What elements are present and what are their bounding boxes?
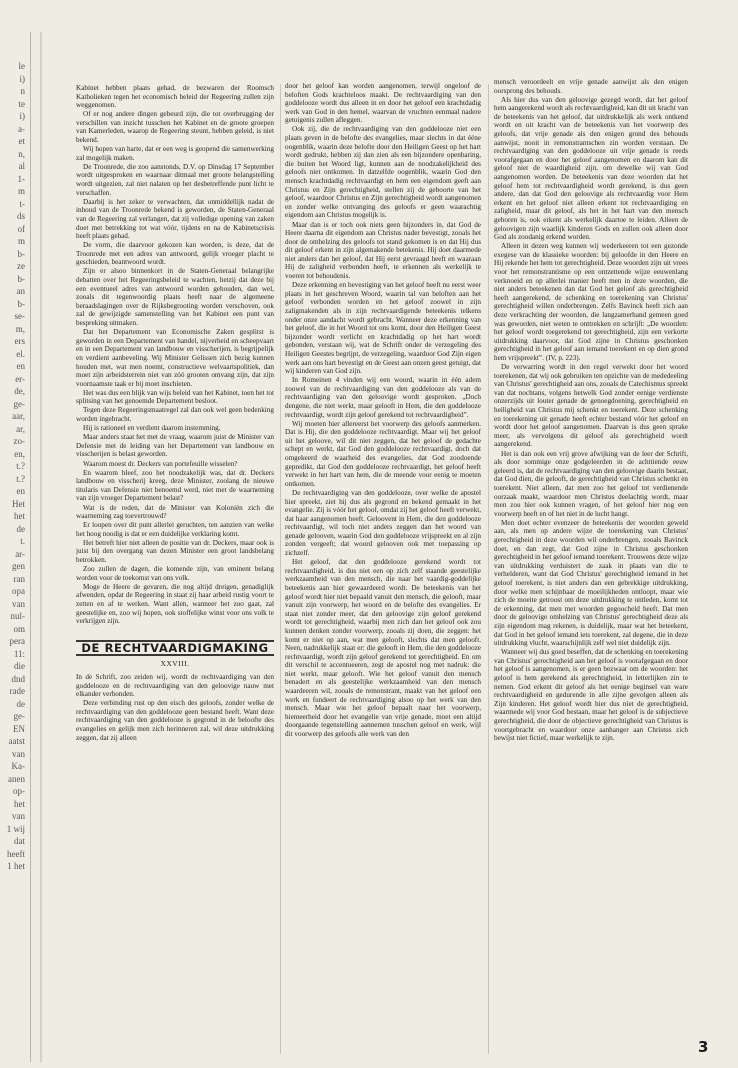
paragraph: Maar dan is er toch ook niets geen bijzonders in, dat God de Heere daarna dit eigendom aan Christus nader bevestigt, zooals het door de omhelzing des geloofs tot stand gekomen is en dat Hij dus dit geloof erkent in zijn algemakende betekenis. Hij doet daarmede niet anders dan het geloof, dat Hij eerst gevraagd heeft en waaraan Hij de zaligheid verbonden heeft, te erkennen als werkelijk te voeren tot behoudenis.	[285, 220, 481, 281]
paragraph: De Troonrede, die zoo aanstonds, D.V. op Dinsdag 17 September wordt uitgesproken en waarnaar ditmaal met groote belangstelling wordt uitgezien, zal niet nalaten op het desbetreffende punt licht te verschaffen.	[76, 162, 274, 197]
edge-text-fragment: ar-	[15, 548, 25, 559]
paragraph: Er loopen over dit punt allerlei geruchten, ten aanzien van welke het hoog noodig is dat er een duidelijke verklaring komt.	[76, 521, 274, 538]
paragraph: Het is dan ook een vrij grove afwijking van de leer der Schrift, als door sommige onze godgeleerden in de achttiende eeuw geleerd is, dat de rechtvaardiging van den geloovige daarin bestaat, dat God dien, die gelooft, de gerechtigheid van Christus schenkt en toerekent. Niet alleen, dat men zoo het geloof tot verdienende oorzaak maakt, waardoor men Christus deelachtig wordt, maar men zou hier ook kunnen vragen, of het geloof hier nog een voorwerp heeft en of het niet in de lucht hangt.	[494, 449, 688, 518]
edge-text-fragment: al	[18, 161, 25, 171]
paragraph: Alleen in dezen weg kunnen wij wederkeeren tot een gezonde exegese van de klassieke woorden: bij geloofde in den Heere en Hij rekende het hem tot gerechtigheid. Deze woorden zijn uit vrees voor het remonstrantisme op een ontzettende wijze eeuwenlang verknoeid en op allerlei manier heeft men in deze woorden, die niet anders beteekenen dan dat God het geloof als gerechtigheid heeft aangerekend, de schenking en toerekening van Christus' gerechtigheid willen onderbrengen. Zelfs Bavinck heeft zich aan deze verkrachting der woorden, die langzamerhand gemeen goed was geworden, niet weten te onttrekken en schrijft: „De woorden: het geloof wordt toegerekend tot gerechtigheid, zijn een verkorte uitdrukking daarvoor, dat God zijne in Christus geschonken gerechtigheid in het geloof aan iemand toerekent en op dien grond hem vrijspreekt”. (IV, p. 223).	[494, 242, 688, 362]
paragraph: En waarom bleef, zoo het noodzakelijk was, dat dr. Deckers landbouw en visscherij kreeg, deze Minister, zoolang de nieuwe titularis van Defensie niet benoemd werd, niet met de waarneming van zijn vroeger Departement belast?	[76, 468, 274, 503]
edge-text-fragment: 1 het	[7, 861, 25, 871]
page-gutter-shadow	[40, 32, 42, 1062]
edge-text-fragment: aar,	[12, 411, 25, 421]
paragraph: De vorm, die daarvoor gekozen kan worden, is deze, dat de Troonrede met een adres van antwoord, gelijk vroeger placht te geschieden, beantwoord wordt.	[76, 241, 274, 267]
paragraph: Hij is rationeel en verdient daarom instemming.	[83, 424, 221, 433]
article-heading: DE RECHTVAARDIGMAKING	[76, 640, 274, 657]
edge-text-fragment: b-	[17, 273, 25, 284]
paragraph: Wij moeten hier allereerst het voorwerp des geloofs aanmerken. Dat is Hij, die den goddelooze rechtvaardigt. Maar wij het geloof uit het geloove, wil dit niet zeggen, dat het geloof de gedachte schept en werkt, dat God den goddelooze rechtvaardigt, doch dat omgekeerd de waarheid des evangelies, dat God zoodoende gepredikt, dat God den goddelooze rechtvaardigt, het geloof heeft verwekt in het hart van hem, die de meende voor eenig te moeten ontkomen.	[285, 419, 481, 488]
column-1-paragraphs	[76, 84, 274, 626]
column-2	[285, 82, 481, 1054]
paragraph: Men doet echter evenzeer de beteekenis der woorden geweld aan, als men op andere wijze de toerekening van Christus' gerechtigheid in deze woorden wil onderbrengen, zooals Bavinck doet, en dan zegt, dat God zijne in Christus geschonken gerechtigheid in het geloof iemand toerekent. Trouwens deze wijze van uitdrukking verduistert de zaak in plaats van die te verhelderen, want dat God Christus' gerechtigheid iemand in het geloof toerekent, is niet anders dan een gebrekkige uitdrukking, door welke men schijnbaar de moeilijkheden ontloopt, maar wie zich de moeite getroost om deze uitdrukking te ontleden, komt tot de erkenning, dat men met woorden gegoocheld heeft. Dat men door de geloovige omhelzing van Christus' gerechtigheid deze als zijn eigendom mag rekenen, is duidelijk, maar wat het beteekent, dat God in het geloof iemand iets toerekent, zal degene, die in deze uitdrukking vlucht, waarschijnlijk zelf wel niet duidelijk zijn.	[494, 518, 688, 648]
edge-text-fragment: m	[17, 236, 25, 246]
paragraph: door het geloof kan worden aangenomen, terwijl ongeloof de beloften Gods krachteloos maakt. De rechtvaardiging van den goddelooze wordt dus alleen in en door het geloof een krachtdadig werk van God in den hemel, waarvan de vruchten eenmaal nadere getuigenis zullen afleggen.	[285, 82, 481, 125]
paragraph: Het geloof, dat den goddelooze gerekend wordt tot rechtvaardigheid, is dus niet een op zich zelf staande geestelijke werkzaamheid van den mensch, die naar het vaardig-goddelijke beteekenis aan hier gewaardeerd wordt. De beteekenis van het geloof wordt hier niet bepaald vanuit den mensch, die gelooft, maar vanuit zijn voorwerp, het woord en de belofte des evangelies. Er staat niet zonder meer, dat den geloovige zijn geloof gerekend wordt tot gerechtigheid, waarbij men zich dan het geloof ook zou kunnen denken zonder voorwerp, zooals zij doen, die zeggen: het komt er niet op aan, wat men gelooft, slechts dat men gelooft. Neen, nadrukkelijk staat er: die gelooft in Hem, die den goddelooze rechtvaardigt, wordt zijn geloof gerekend tot gerechtigheid. En om dit verschil te accentueeren, zegt de apostel nog met nadruk: die niet werkt, maar gelooft. Wie het geloof vanuit den mensch benadert en als geestelijke werkzaamheid van den mensch waardeeren wil, zooals de remonstrant, maakt van het geloof een werk en fundeert de rechtvaardiging alsoo op het werk van den mensch. Maar wie het geloof bepaalt naar het voorwerp, hiemeerheid door het evangelie van vrije genade, moet een altijd doorgaande tegenstelling aannemen tusschen geloof en werk, wijl dit voorwerp des geloofs alle werk van den	[285, 558, 481, 739]
edge-text-fragment: die	[14, 661, 25, 671]
edge-text-fragment: op-	[13, 786, 25, 796]
paragraph: Of er nog andere dingen gebeurd zijn, die tot overbrugging der verschillen van inzicht tusschen het Kabinet en de groote groepen van Kamerleden, waarop de Regeering steunt, hebben geleid, is niet bekend.	[76, 110, 274, 145]
edge-text-fragment: 1 wij	[6, 823, 25, 834]
edge-text-fragment: se-	[14, 311, 25, 321]
paragraph: Waarom moest dr. Deckers van portefeuille wisselen?	[83, 459, 238, 468]
paragraph: Dat het Departement van Economische Zaken gesplitst is geworden in een Departement van handel, nijverheid en scheepvaart en in een Departement van landbouw en visscherijen, is begrijpelijk en verdient aanbeveling. Wij Minister Gelissen zich bezig kunnen houden met, wat men noemt, constructieve welvaartspolitiek, dan moet zijn arbeidsterrein niet van zóó grooten omvang zijn, dat zijn voornaamste taak er bij moet inschieten.	[76, 328, 274, 388]
edge-text-fragment: n,	[18, 148, 25, 159]
edge-text-fragment: pera	[9, 636, 25, 646]
page-gutter-line	[30, 32, 31, 1062]
edge-text-fragment: ds	[16, 211, 25, 221]
edge-text-fragment: an	[16, 286, 25, 296]
edge-text-fragment: rade	[9, 686, 25, 696]
paragraph: In de Schrift, zoo zeiden wij, wordt de rechtvaardiging van den goddelooze en de rechtvaardiging van den geloovige nauw met elkander verbonden.	[76, 673, 274, 699]
edge-text-fragment: dat	[14, 836, 25, 846]
column-3-paragraphs	[494, 78, 688, 743]
edge-text-fragment: van	[12, 598, 25, 609]
edge-text-fragment: om	[13, 623, 25, 634]
edge-text-fragment: le	[18, 61, 25, 71]
paragraph: In Romeinen 4 vinden wij een woord, waarin in één adem zoowel van de rechtvaardiging van den goddelooze als van de rechtvaardiging van den geloovige wordt gesproken. „Doch dengene, die niet werkt, maar gelooft in Hem, die den goddelooze rechtvaardigt, wordt zijn geloof gerekend tot rechtvaardigheid”.	[285, 376, 481, 419]
edge-text-fragment: de	[16, 523, 25, 534]
paragraph: Tegen deze Regeeringsmaatregel zal dan ook wel geen bedenking worden ingebracht.	[76, 406, 274, 424]
edge-text-fragment: b-	[17, 298, 25, 309]
edge-text-fragment: et	[18, 136, 25, 146]
edge-text-fragment: Ka-	[11, 761, 25, 771]
edge-text-fragment: ers	[14, 336, 25, 346]
paragraph: Wat is de reden, dat de Minister van Koloniën zich die waarneming zag toevertrouwd?	[76, 503, 274, 521]
column-2-paragraphs	[285, 82, 481, 739]
paragraph: Wanneer wij dus goed beseffen, dat de schenking en toerekening van Christus' gerechtigheid aan het geloof is voorafgegaan en door het geloof is aangenomen, is er geen bezwaar om de woorden: het geloof is hem gerekend als gerechtigheid, in letterlijken zin te nemen. God erkent dit geloof als het eenige beginsel van ware rechtvaardigheid en gedurende in alle zijne gevolgen alleen als Zijn kinderen. Het geloof wordt hier dus niet de gerechtigheid, waarmede wij voor God bestaan, maar het geloof is de subjectieve gerechtigheid, die door de objectieve gerechtigheid van Christus is voortgebracht en waardoor onze aanhanger aan Christus zich bewijst niet fictief, maar werkelijk te zijn.	[494, 648, 688, 743]
edge-text-fragment: t-	[19, 198, 25, 209]
edge-text-fragment: anen	[8, 773, 25, 784]
edge-text-fragment: m,	[15, 323, 25, 334]
edge-text-fragment: aatst	[8, 736, 25, 746]
edge-text-fragment: nul-	[10, 611, 25, 621]
edge-text-fragment: ran	[13, 573, 25, 584]
article-heading-block	[76, 640, 274, 669]
page-number: 3	[698, 1038, 709, 1056]
edge-text-fragment: te	[18, 98, 25, 109]
edge-text-fragment: de,	[14, 386, 25, 396]
paragraph: Ook zij, die de rechtvaardiging van den goddelooze niet een plaats geven in de belofte des evangelies, maar slechts in dat ééne oogenblik, waarin deze belofte door den Heiligen Geest op het hart wordt gedrukt, hebben zij dan zien als een bijzondere openbaring, die buiten het Woord ligt, kunnen aan de noodzakelijkheid des geloofs niet ontkomen. In datzelfde oogenblik, waarin God den mensch krachtdadig rechtvaardigt en hem een eigendom geeft aan Christus en Zijn gerechtigheid, stellen zij de geboorte van het geloof, waardoor Christus en Zijn gerechtigheid wordt aangenomen en zonder welke ontvanging des geloofs er geen waarachtig eigendom aan Christus mogelijk is.	[285, 125, 481, 220]
edge-text-fragment: i)	[19, 111, 25, 121]
edge-text-fragment: i)	[19, 73, 25, 84]
paragraph: Moge de Heere de gevaren, die nog altijd dreigen, genadiglijk afwenden, opdat de Regeering in staat zij haar arbeid rustig voort te zetten en af te werken. Want allen, wanneer het zoo gaat, zal geestelijke en, zoo wij hopen, ook stoffelijke winst voor ons volk te verkrijgen zijn.	[76, 582, 274, 626]
edge-text-fragment: 11:	[13, 648, 25, 659]
article-number: XXVIII.	[160, 659, 190, 669]
paragraph: Kabinet hebben plaats gehad, de bezwaren der Roomsch Katholieken tegen het economisch beleid der Regeering zullen zijn weggenomen.	[76, 84, 274, 110]
paragraph: De verwarring wordt in den regel verwekt door het woord toerekenen, dat wij ook gebruiken ten opzichte van de mededeeling van Christus' gerechtigheid aan ons, zooals de Catechismus spreekt van dat nochtans, volgens hetwelk God zonder eenige verdienste onzerzijds uit louter genade de genoegdoening, gerechtigheid en heiligheid van Christus mij schenkt en toerekent. Deze schenking en toerekening uit genade heeft echter bestand vóór het geloof en wordt door het geloof aangenomen. Daarvan is dus geen sprake meer, als vervolgens dit geloof als gerechtigheid wordt aangerekend.	[494, 363, 688, 449]
edge-text-fragment: opa	[12, 586, 25, 596]
paragraph: Het was dus een blijk van wijs beleid van het Kabinet, toen het tot splitsing van het genoemde Departement besloot.	[76, 388, 274, 406]
edge-text-fragment: van	[12, 748, 25, 759]
previous-page-edge-fragments	[0, 60, 28, 1060]
column-1	[76, 84, 274, 1056]
edge-text-fragment: EN	[13, 723, 25, 734]
edge-text-fragment: en	[16, 361, 25, 371]
edge-text-fragment: el.	[16, 348, 25, 359]
edge-text-fragment: heeft	[7, 848, 25, 859]
paragraph: Als hier dus van den geloovige gezegd wordt, dat het geloof hem aangerekend wordt als rechtvaardigheid, kan dit uit kracht van de beteekenis van het geloof, dat uitdrukkelijk als werk ontkend wordt en uit kracht van de beteekenis van het voorwerp des geloofs, dat vrije genade als den enigen grond des behouds aanwijst, nooit in remonstrantschen zin worden verstaan. De rechtvaardiging van den goddelooze uit vrije genade is reeds voorafgegaan en door het geloof aangenomen en daarom kan dit geloof niet de waardigheid zijn, om dewelke wij van God aangenomen worden. De beteekenis van deze woorden dat het geloof hem tot rechtvaardigheid wordt gerekend, is dus geen andere, dan dat God den geloovige als rechtvaardig voor Hem erkent en het geloof niet alleen erkent tot rechtvaardiging en zaligheid, maar dit geloof, als het in het hart van den mensch geboren is, ook erkent als werkelijk daartoe te leiden. Alleen de geloovigen zijn waarlijk kinderen Gods en zullen ook alleen door God als zoodanig erkend worden.	[494, 95, 688, 242]
edge-text-fragment: dnd	[11, 673, 25, 684]
column-3	[494, 78, 688, 1050]
edge-text-fragment: t.?	[16, 461, 25, 471]
edge-text-fragment: t.	[20, 536, 25, 546]
column-divider	[280, 84, 281, 1054]
column-divider	[488, 84, 489, 1054]
paragraph: mensch veroordeelt en vrije genade aanwijst als den enigen oorsprong des behouds.	[494, 78, 688, 95]
paragraph: Zoo zullen de dagen, die komende zijn, van eminent belang worden voor de toekomst van ons volk.	[76, 565, 274, 582]
paragraph: De rechtvaardiging van den goddelooze, over welke de apostel hier spreekt, ziet hij dus als gegrond en bekend gemaakt in het evangelie. Zij is vóór het geloof, omdat zij het geloof heeft verwekt, dat haar aangenomen heeft. Geloovent in Hem, die den goddelooze rechtvaardigt, wil toch niet anders zeggen dan het woord van genade gelooven, waarin God den goddelooze vrijspreekt en al zijn zonden vergeeft; dat woord gelooven ook met toepassing op zichzelf.	[285, 488, 481, 558]
edge-text-fragment: n	[20, 86, 25, 96]
edge-text-fragment: 1-	[17, 173, 25, 184]
edge-text-fragment: het	[14, 798, 25, 809]
edge-text-fragment: a-	[18, 123, 25, 134]
edge-text-fragment: van	[12, 811, 25, 821]
edge-text-fragment: er-	[15, 373, 25, 384]
edge-text-fragment: ge-	[13, 711, 25, 721]
paragraph: Het betreft hier niet alleen de positie van dr. Deckers, maar ook is juist bij den overgang van dezen Minister een groot landsbelang betrokken.	[76, 538, 274, 565]
edge-text-fragment: m	[17, 186, 25, 196]
edge-text-fragment: de	[16, 698, 25, 709]
edge-text-fragment: en,	[14, 448, 25, 459]
edge-text-fragment: ge-	[13, 398, 25, 409]
paragraph: Wij hopen van harte, dat er een weg is geopend die samenwerking zal mogelijk maken.	[76, 145, 274, 162]
paragraph: Deze verbinding rust op den eisch des geloofs, zonder welke de rechtvaardiging van den goddelooze geen bestand heeft. Want deze rechtvaardiging van den goddelooze is gegrond in de beloofte des evangelies en gelijk men zich herinneren zal, wil deze uitdrukking zeggen, dat zij alleen	[76, 699, 274, 742]
article-intro-paragraphs	[76, 673, 274, 742]
edge-text-fragment: ar,	[16, 423, 25, 434]
edge-text-fragment: b-	[17, 248, 25, 259]
edge-text-fragment: zo-	[13, 436, 25, 446]
edge-text-fragment: gen	[12, 561, 25, 571]
edge-text-fragment: t.?	[16, 473, 25, 484]
edge-text-fragment: het	[14, 511, 25, 521]
edge-text-fragment: Het	[12, 498, 25, 509]
paragraph: Daarbij is het zeker te verwachten, dat onmiddellijk nadat de inhoud van de Troonrede bekend is geworden, de Staten-Generaal van de Regeering zal verlangen, dat zij volledige opening van zaken doet met betrekking tot wat vóór, tijdens en na de Kabinetscrisis heeft plaats gehad.	[76, 197, 274, 241]
edge-text-fragment: ze	[17, 261, 25, 271]
paragraph: Zijn er alsoo binnenkort in de Staten-Generaal belangrijke debatten over het Regeeringsbeleid te wachten, hetzij dat deze bij een eventueel adres van antwoord worden gehouden, dan wel, zooals dit tegenwoordig plaats heeft naar de algemeene beraadslagingen over de Rijksbegrooting worden verschoven, ook zal de gewijzigde samenstelling van het Kabinet een punt van bespreking uitmaken.	[76, 267, 274, 328]
paragraph: Deze erkenning en bevestiging van het geloof heeft nu eerst weer plaats in het geschreven Woord, waarin tal van beloften aan het geloof verbonden worden en het geloof zoowel in zijn zaligmakenden als in zijn rechtvaardigende beteekenis telkens onder onze aandacht wordt gebracht. Wanneer deze erkenning van het geloof, die in het Woord tot ons komt, door den Heiligen Geest bijzonder wordt verlicht en krachtdadig op het hart wordt gebonden, verstaan wij, wat de Schrift onder de verzegeling des Heiligen Geestes begrijpt, de verzegeling, waardoor God Zijn eigen werk aan ons hart bevestigt en de Geest aan onzen geest getuigt, dat wij kinderen van God zijn.	[285, 281, 481, 376]
edge-text-fragment: of	[17, 223, 25, 234]
paragraph: Maar anders staat het met de vraag, waarom juist de Minister van Defensie met de leiding van het Departement van landbouw en visscherijen is belast geworden.	[76, 433, 274, 459]
edge-text-fragment: en	[16, 486, 25, 496]
